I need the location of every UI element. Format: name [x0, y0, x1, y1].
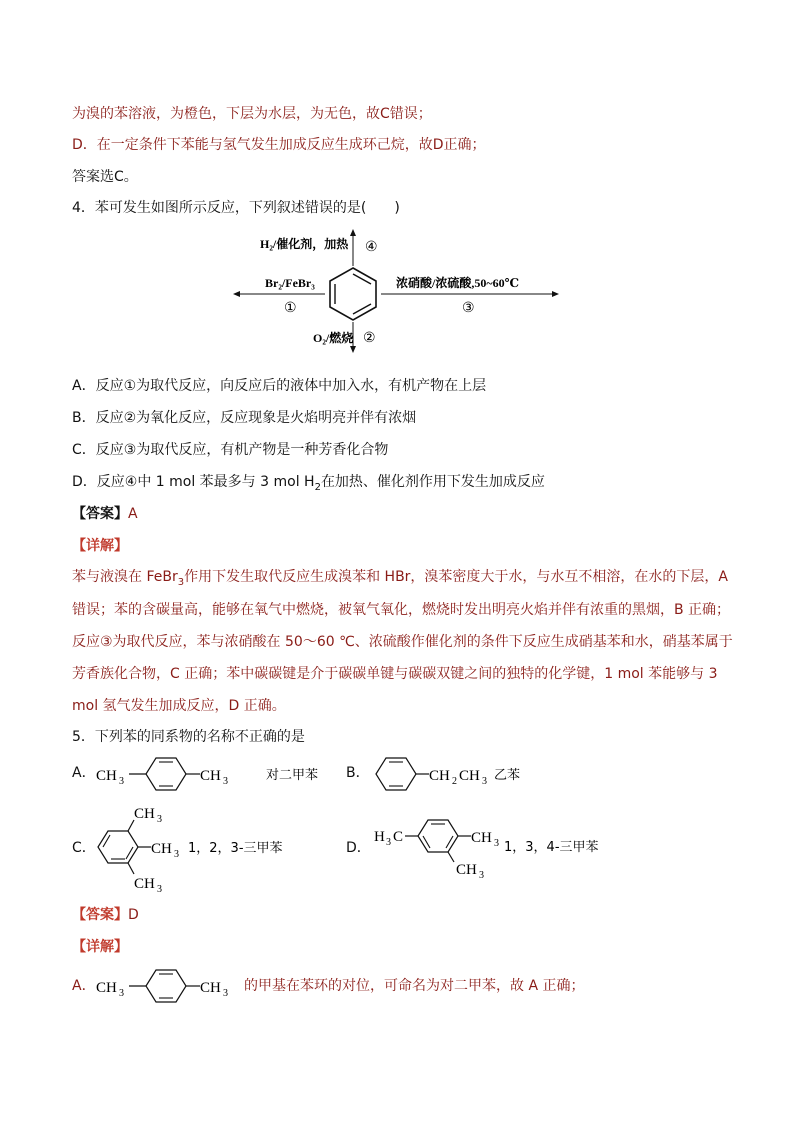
q5-option-c: C．	[72, 840, 96, 856]
top-condition-label: H₂/催化剂，加热	[260, 237, 349, 251]
svg-text:CH: CH	[96, 980, 117, 996]
detail-line: 芳香族化合物，C 正确；苯中碳碳键是介于碳碳单键与碳碳双键之间的独特的化学键，1 mol 苯能够与 3	[72, 666, 718, 682]
last-detail-letter: A．	[72, 978, 96, 994]
svg-text:CH: CH	[456, 862, 477, 878]
svg-text:3: 3	[386, 837, 391, 848]
right-number: ③	[462, 301, 475, 316]
svg-text:CH: CH	[134, 806, 155, 822]
q5-option-a: A．	[72, 765, 96, 781]
svg-text:CH: CH	[429, 768, 450, 784]
trimethylbenzene-d-structure	[372, 812, 632, 882]
svg-text:3: 3	[482, 776, 487, 787]
detail-line: 错误；苯的含碳量高，能够在氧气中燃烧，被氧气氧化，燃烧时发出明亮火焰并伴有浓重的黑烟，B 正确；	[72, 602, 731, 618]
svg-text:CH: CH	[200, 980, 221, 996]
detail-label: 【详解】	[72, 939, 128, 955]
svg-text:CH: CH	[200, 768, 221, 784]
answer-line	[72, 504, 138, 524]
detail-line: mol 氢气发生加成反应，D 正确。	[72, 698, 286, 714]
svg-text:CH: CH	[96, 768, 117, 784]
q5-option-d: D．	[346, 840, 371, 856]
svg-text:2: 2	[452, 776, 457, 787]
text-line: 为溴的苯溶液，为橙色，下层为水层，为无色，故C错误；	[72, 106, 432, 122]
svg-text:乙苯: 乙苯	[494, 768, 521, 783]
text-line: D．在一定条件下苯能与氢气发生加成反应生成环己烷，故D正确；	[72, 137, 486, 153]
benzene-reaction-diagram	[228, 224, 568, 356]
svg-text:3: 3	[157, 884, 162, 895]
detail-line: 苯与液溴在 FeBr$_3$作用下发生取代反应生成溴苯和 HBr，溴苯密度大于水，与水互不相溶，在水的下层，A	[72, 569, 729, 588]
p-xylene-structure	[94, 752, 319, 796]
top-number: ④	[365, 240, 378, 255]
answer-value: D	[128, 907, 139, 923]
svg-text:3: 3	[494, 838, 499, 849]
trimethylbenzene-c-structure	[94, 800, 334, 896]
answer-value: A	[128, 506, 138, 522]
question-4-stem: 4．苯可发生如图所示反应，下列叙述错误的是( )	[72, 200, 400, 216]
detail-label: 【详解】	[72, 538, 128, 554]
right-condition-label: 浓硝酸/浓硫酸,50~60℃	[396, 276, 519, 290]
svg-text:3: 3	[174, 849, 179, 860]
bottom-number: ②	[363, 331, 376, 346]
benzene-ring	[330, 268, 376, 320]
svg-text:3: 3	[119, 776, 124, 787]
option-d: D．反应④中 1 mol 苯最多与 3 mol $H_2$在加热、催化剂作用下发生加成反应	[72, 474, 545, 493]
last-detail-text: 的甲基在苯环的对位，可命名为对二甲苯，故 A 正确；	[244, 978, 585, 994]
svg-text:3: 3	[157, 814, 162, 825]
option-a: A．反应①为取代反应，向反应后的液体中加入水，有机产物在上层	[72, 378, 487, 394]
answer-label: 【答案】	[72, 907, 128, 923]
detail-line: 反应③为取代反应，苯与浓硝酸在 50～60 ℃、浓硫酸作催化剂的条件下反应生成硝基苯和水，硝基苯属于	[72, 634, 733, 650]
answer-line	[72, 905, 139, 925]
svg-text:H: H	[374, 829, 385, 845]
svg-text:对二甲苯: 对二甲苯	[266, 768, 319, 783]
svg-text:CH: CH	[471, 830, 492, 846]
question-5-stem: 5．下列苯的同系物的名称不正确的是	[72, 729, 305, 745]
svg-text:1，2，3-三甲苯: 1，2，3-三甲苯	[188, 841, 283, 856]
svg-text:CH: CH	[134, 876, 155, 892]
q5-option-b: B．	[346, 765, 370, 781]
svg-text:3: 3	[119, 988, 124, 999]
svg-text:3: 3	[223, 988, 228, 999]
option-c: C．反应③为取代反应，有机产物是一种芳香化合物	[72, 442, 389, 458]
ethylbenzene-structure	[372, 752, 552, 796]
left-number: ①	[284, 301, 297, 316]
option-b: B．反应②为氧化反应，反应现象是火焰明亮并伴有浓烟	[72, 410, 417, 426]
text-line: 答案选C。	[72, 169, 138, 185]
svg-text:3: 3	[223, 776, 228, 787]
svg-text:3: 3	[479, 870, 484, 881]
svg-text:1，3，4-三甲苯: 1，3，4-三甲苯	[504, 840, 599, 855]
svg-text:CH: CH	[151, 841, 172, 857]
p-xylene-structure-inline	[94, 964, 244, 1008]
svg-text:C: C	[393, 829, 404, 845]
left-condition-label: Br₂/FeBr₃	[265, 276, 315, 290]
answer-label: 【答案】	[72, 506, 128, 522]
svg-text:CH: CH	[459, 768, 480, 784]
bottom-condition-label: O₂/燃烧	[313, 331, 354, 345]
